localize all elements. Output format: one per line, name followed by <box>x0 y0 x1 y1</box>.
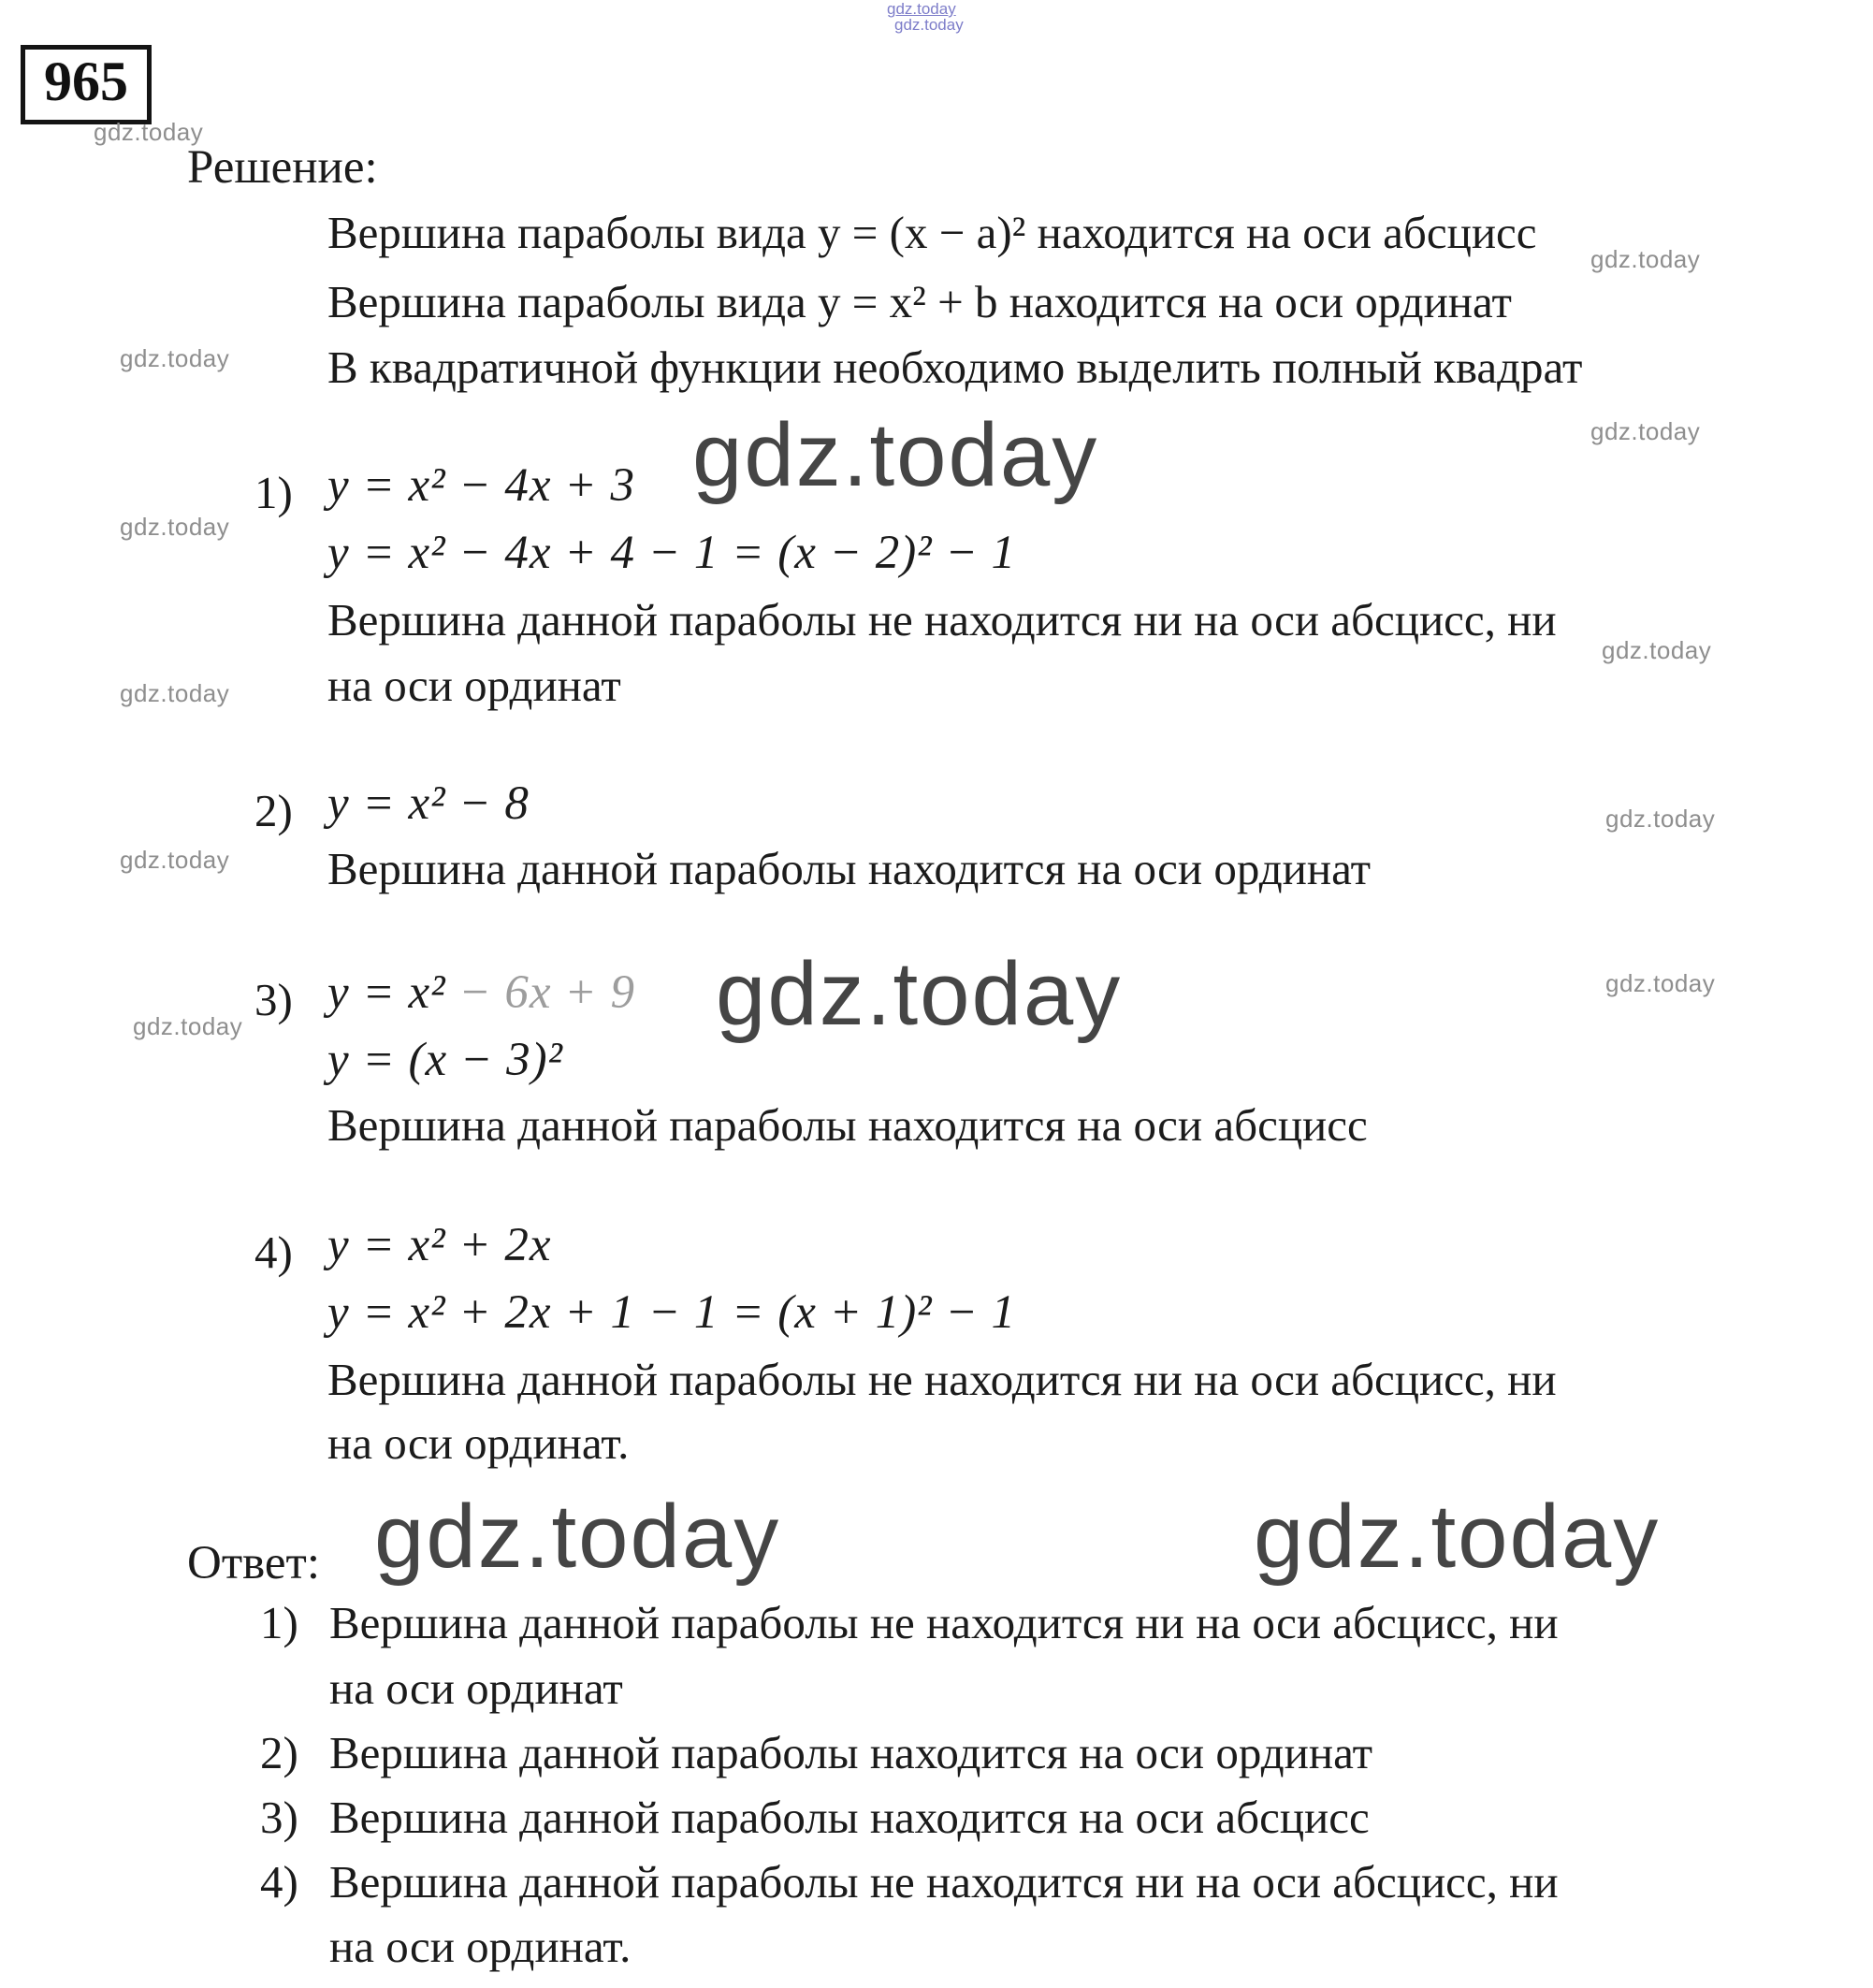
solution-item-3-comment-1: Вершина данной параболы находится на оси абсцисс <box>327 1099 1368 1151</box>
intro-line-1: Вершина параболы вида y = (x − a)² находится на оси абсцисс <box>327 207 1537 258</box>
solution-item-1-comment-1: Вершина данной параболы не находится ни на оси абсцисс, ни <box>327 594 1557 646</box>
answer-item-1-number: 1) <box>260 1597 298 1648</box>
solution-item-1-number: 1) <box>254 467 293 518</box>
formula-part-light: − 6x + 9 <box>445 966 635 1019</box>
answer-item-4-line-2: на оси ординат. <box>329 1921 632 1972</box>
answer-item-3-line-1: Вершина данной параболы находится на оси абсцисс <box>329 1792 1370 1843</box>
watermark-small: gdz.today <box>1605 805 1716 833</box>
problem-number-box <box>21 45 152 124</box>
answer-item-1-line-2: на оси ординат <box>329 1662 623 1714</box>
answer-item-4-number: 4) <box>260 1856 298 1908</box>
solution-item-4-number: 4) <box>254 1226 293 1278</box>
answer-heading: Ответ: <box>187 1537 320 1589</box>
problem-number: 965 <box>44 51 128 112</box>
watermark-small: gdz.today <box>1590 245 1701 273</box>
solution-item-4-formula-2: y = x² + 2x + 1 − 1 = (x + 1)² − 1 <box>327 1286 1016 1339</box>
answer-item-1-line-1: Вершина данной параболы не находится ни на оси абсцисс, ни <box>329 1597 1559 1648</box>
watermark-small: gdz.today <box>120 679 230 707</box>
watermark-large: gdz.today <box>1254 1487 1661 1587</box>
intro-line-2: Вершина параболы вида y = x² + b находится на оси ординат <box>327 276 1512 327</box>
watermark-small: gdz.today <box>133 1012 243 1040</box>
answer-item-3-number: 3) <box>260 1792 298 1843</box>
watermark-small: gdz.today <box>1590 417 1701 445</box>
solution-item-3-number: 3) <box>254 974 293 1025</box>
watermark-large: gdz.today <box>716 944 1123 1044</box>
watermark-small: gdz.today <box>1605 969 1716 997</box>
formula-part: y = x² <box>327 966 446 1019</box>
answer-item-2-line-1: Вершина данной параболы находится на оси ординат <box>329 1727 1373 1778</box>
watermark-large: gdz.today <box>692 405 1099 505</box>
solution-item-3-formula-2: y = (x − 3)² <box>327 1034 563 1086</box>
solution-heading: Решение: <box>187 141 378 194</box>
watermark-small: gdz.today <box>120 513 230 541</box>
solution-item-1-formula-2: y = x² − 4x + 4 − 1 = (x − 2)² − 1 <box>327 527 1016 579</box>
solution-item-3-formula-1 <box>327 965 635 1020</box>
solution-item-2-number: 2) <box>254 785 293 836</box>
solution-item-2-formula-1: y = x² − 8 <box>327 777 530 830</box>
watermark-large: gdz.today <box>374 1487 781 1587</box>
solution-item-4-comment-1: Вершина данной параболы не находится ни на оси абсцисс, ни <box>327 1354 1557 1405</box>
solution-item-1-formula-1: y = x² − 4x + 3 <box>327 459 635 512</box>
solution-item-2-comment-1: Вершина данной параболы находится на оси ординат <box>327 843 1372 894</box>
solution-item-1-comment-2: на оси ординат <box>327 660 621 711</box>
answer-item-2-number: 2) <box>260 1727 298 1778</box>
solution-item-4-comment-2: на оси ординат. <box>327 1417 630 1469</box>
answer-item-4-line-1: Вершина данной параболы не находится ни на оси абсцисс, ни <box>329 1856 1559 1908</box>
watermark-top: gdz.today <box>887 0 956 18</box>
watermark-small: gdz.today <box>120 846 230 874</box>
watermark-small: gdz.today <box>1602 636 1712 664</box>
watermark-small: gdz.today <box>94 118 204 146</box>
watermark-small: gdz.today <box>120 344 230 372</box>
solution-item-4-formula-1: y = x² + 2x <box>327 1219 552 1271</box>
watermark-top: gdz.today <box>894 16 964 34</box>
intro-line-3: В квадратичной функции необходимо выделить полный квадрат <box>327 341 1583 393</box>
